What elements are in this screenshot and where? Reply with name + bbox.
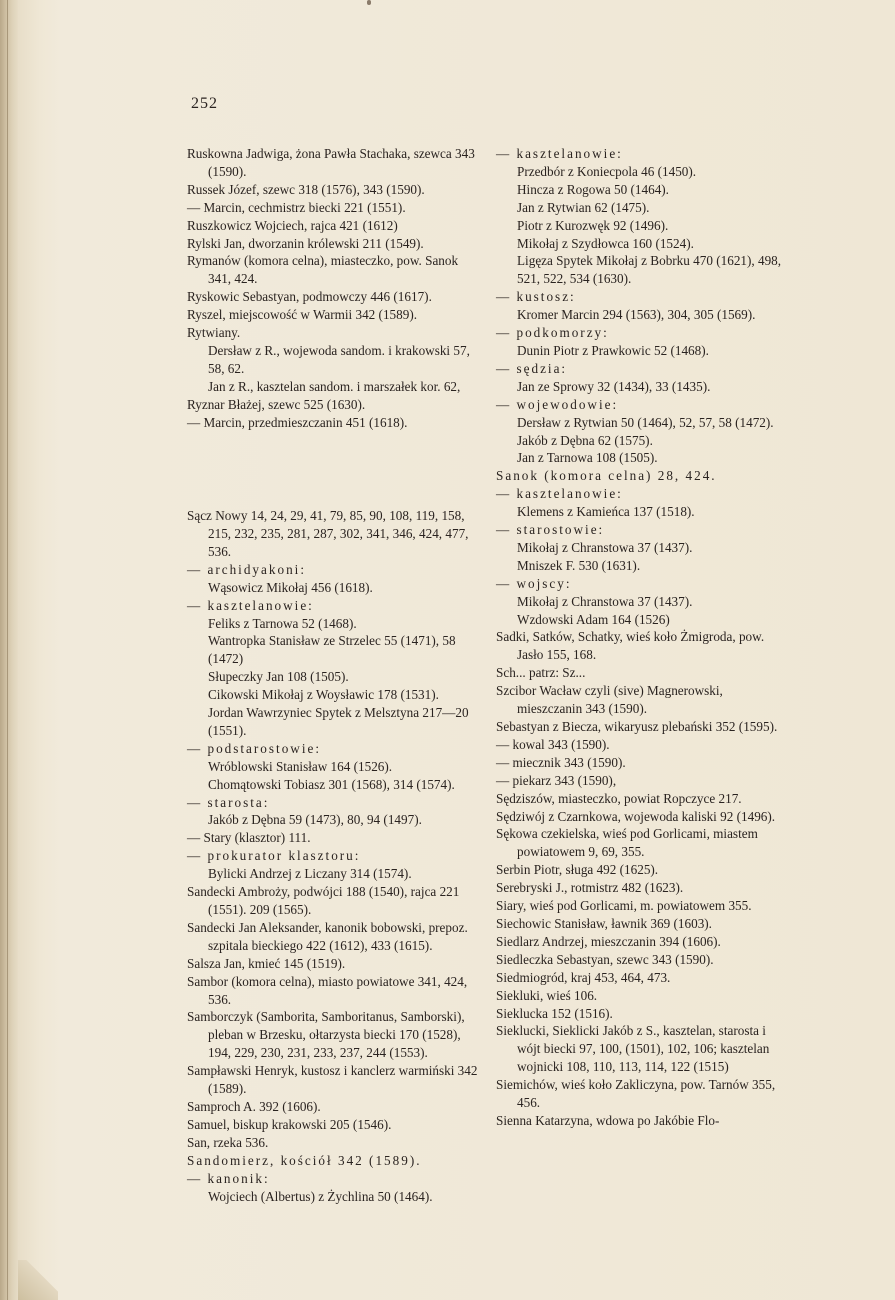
index-entry: Salsza Jan, kmieć 145 (1519).	[187, 955, 346, 971]
index-subentry: Jan z Rytwian 62 (1475).	[517, 199, 650, 215]
index-subentry: Przedbór z Koniecpola 46 (1450).	[517, 163, 697, 179]
binding-mark	[367, 0, 371, 5]
index-subentry: Jan ze Sprowy 32 (1434), 33 (1435).	[517, 378, 711, 394]
index-subentry: Dersław z R., wojewoda sandom. i krakowski 57, 58, 62.	[208, 342, 470, 376]
index-subentry: Dersław z Rytwian 50 (1464), 52, 57, 58 (1472).	[517, 414, 774, 430]
index-entry: Sękowa czekielska, wieś pod Gorlicami, miastem powiatowem 9, 69, 355.	[496, 826, 758, 860]
index-entry: Sampławski Henryk, kustosz i kanclerz warmiński 342 (1589).	[187, 1063, 478, 1097]
index-subentry: Mikołaj z Chranstowa 37 (1437).	[517, 539, 693, 555]
index-entry: Sandomierz, kościół 342 (1589).	[187, 1152, 422, 1168]
index-entry: Siedmiogród, kraj 453, 464, 473.	[496, 969, 671, 985]
index-entry: Sandecki Jan Aleksander, kanonik bobowski, prepoz. szpitala bieckiego 422 (1612), 433 (1615).	[187, 919, 468, 953]
index-subentry: Słupeczky Jan 108 (1505).	[208, 669, 349, 685]
index-entry: Samproch A. 392 (1606).	[187, 1098, 321, 1114]
index-entry: — kasztelanowie:	[496, 486, 623, 502]
index-entry: — sędzia:	[496, 360, 568, 376]
index-subentry: Klemens z Kamieńca 137 (1518).	[517, 504, 695, 520]
index-subentry: Wzdowski Adam 164 (1526)	[517, 611, 670, 627]
index-entry: Rymanów (komora celna), miasteczko, pow. Sanok 341, 424.	[187, 253, 459, 287]
index-entry: San, rzeka 536.	[187, 1134, 269, 1150]
index-subentry: Wojciech (Albertus) z Żychlina 50 (1464).	[208, 1188, 433, 1204]
index-entry: Siemichów, wieś koło Zakliczyna, pow. Tarnów 355, 456.	[496, 1077, 776, 1111]
index-entry: Ryskowic Sebastyan, podmowczy 446 (1617).	[187, 289, 432, 305]
index-entry: — piekarz 343 (1590),	[496, 772, 617, 788]
index-entry: Siedleczka Sebastyan, szewc 343 (1590).	[496, 951, 714, 967]
index-entry: — prokurator klasztoru:	[187, 848, 361, 864]
book-spine	[0, 0, 18, 1300]
index-entry: Ruskowna Jadwiga, żona Pawła Stachaka, szewca 343 (1590).	[187, 146, 475, 179]
page-number: 252	[191, 95, 218, 112]
index-entry: Sch... patrz: Sz...	[496, 665, 586, 681]
index-entry: — Stary (klasztor) 111.	[187, 830, 311, 846]
index-entry: Sącz Nowy 14, 24, 29, 41, 79, 85, 90, 108, 119, 158, 215, 232, 235, 281, 287, 302, 341, 346, 424, 477, 536.	[187, 508, 469, 559]
index-entry: Siekluki, wieś 106.	[496, 987, 598, 1003]
index-entry: Sambor (komora celna), miasto powiatowe 341, 424, 536.	[187, 973, 468, 1007]
index-subentry: Jordan Wawrzyniec Spytek z Melsztyna 217—20 (1551).	[208, 705, 469, 738]
index-entry: Serebryski J., rotmistrz 482 (1623).	[496, 880, 684, 896]
index-entry: — wojewodowie:	[496, 396, 619, 412]
index-entry: Samborczyk (Samborita, Samboritanus, Samborski), pleban w Brzesku, ołtarzysta biecki 170 (1528), 194, 229, 230, 231, 233, 237, 244 (1553).	[187, 1009, 465, 1061]
spacer	[187, 476, 479, 494]
index-entry: Ryszel, miejscowość w Warmii 342 (1589).	[187, 307, 418, 323]
index-entry: Sienna Katarzyna, wdowa po Jakóbie Flo-	[496, 1112, 720, 1128]
index-subentry: Piotr z Kurozwęk 92 (1496).	[517, 217, 669, 233]
index-subentry: Bylicki Andrzej z Liczany 314 (1574).	[208, 866, 412, 882]
index-subentry: Wróblowski Stanisław 164 (1526).	[208, 758, 393, 774]
index-entry: — starosta:	[187, 794, 270, 810]
index-entry: Sieklucka 152 (1516).	[496, 1005, 613, 1021]
right-column	[496, 145, 788, 1130]
index-entry: Ryznar Błażej, szewc 525 (1630).	[187, 396, 366, 412]
index-subentry: Cikowski Mikołaj z Woysławic 178 (1531).	[208, 687, 439, 703]
spacer	[187, 445, 479, 463]
index-entry: — wojscy:	[496, 575, 572, 591]
index-entry: — kustosz:	[496, 289, 576, 305]
index-entry: — archidyakoni:	[187, 561, 306, 577]
index-entry: Ruszkowicz Wojciech, rajca 421 (1612)	[187, 217, 398, 233]
index-entry: — Marcin, przedmieszczanin 451 (1618).	[187, 414, 408, 430]
index-subentry: Mniszek F. 530 (1631).	[517, 557, 641, 573]
index-subentry: Chomątowski Tobiasz 301 (1568), 314 (1574).	[208, 776, 455, 792]
index-subentry: Feliks z Tarnowa 52 (1468).	[208, 615, 357, 631]
index-entry: — Marcin, cechmistrz biecki 221 (1551).	[187, 199, 406, 215]
index-entry: Russek Józef, szewc 318 (1576), 343 (1590).	[187, 181, 425, 197]
index-entry: — podstarostowie:	[187, 740, 321, 756]
index-subentry: Jan z R., kasztelan sandom. i marszałek kor. 62,	[208, 378, 461, 394]
index-subentry: Mikołaj z Szydłowca 160 (1524).	[517, 235, 694, 251]
index-entry: Rytwiany.	[187, 325, 241, 341]
index-subentry: Kromer Marcin 294 (1563), 304, 305 (1569).	[517, 307, 756, 323]
index-entry: Siedlarz Andrzej, mieszczanin 394 (1606).	[496, 933, 721, 949]
index-entry: — kasztelanowie:	[496, 146, 623, 161]
index-entry: Siary, wieś pod Gorlicami, m. powiatowem 355.	[496, 898, 752, 914]
index-entry: Sędziszów, miasteczko, powiat Ropczyce 217.	[496, 790, 742, 806]
index-entry: Rylski Jan, dworzanin królewski 211 (1549).	[187, 235, 424, 251]
index-subentry: Jan z Tarnowa 108 (1505).	[517, 450, 658, 466]
index-entry: — kasztelanowie:	[187, 597, 314, 613]
index-subentry: Jakób z Dębna 59 (1473), 80, 94 (1497).	[208, 812, 422, 828]
index-entry: Siechowic Stanisław, ławnik 369 (1603).	[496, 915, 712, 931]
index-subentry: Ligęza Spytek Mikołaj z Bobrku 470 (1621), 498, 521, 522, 534 (1630).	[517, 253, 782, 287]
index-entry: Sebastyan z Biecza, wikaryusz plebański 352 (1595).	[496, 719, 778, 734]
index-entry: Sandecki Ambroży, podwójci 188 (1540), rajca 221 (1551). 209 (1565).	[187, 884, 460, 917]
index-entry: — starostowie:	[496, 522, 605, 538]
index-entry: Samuel, biskup krakowski 205 (1546).	[187, 1116, 392, 1132]
index-subentry: Jakób z Dębna 62 (1575).	[517, 432, 653, 448]
index-entry: Sędziwój z Czarnkowa, wojewoda kaliski 92 (1496).	[496, 808, 776, 824]
index-entry: Serbin Piotr, sługa 492 (1625).	[496, 862, 659, 878]
index-entry: Szcibor Wacław czyli (sive) Magnerowski, mieszczanin 343 (1590).	[496, 683, 723, 717]
left-column	[187, 145, 479, 1205]
index-subentry: Wąsowicz Mikołaj 456 (1618).	[208, 579, 373, 595]
index-entry: — podkomorzy:	[496, 325, 609, 341]
index-entry: — kanonik:	[187, 1170, 270, 1186]
index-subentry: Dunin Piotr z Prawkowic 52 (1468).	[517, 342, 709, 358]
index-subentry: Wantropka Stanisław ze Strzelec 55 (1471), 58 (1472)	[208, 633, 456, 667]
index-entry: Sanok (komora celna) 28, 424.	[496, 468, 717, 484]
page-corner-fold	[18, 1260, 58, 1300]
index-entry: Sadki, Satków, Schatky, wieś koło Żmigroda, pow. Jasło 155, 168.	[496, 629, 765, 663]
index-subentry: Mikołaj z Chranstowa 37 (1437).	[517, 593, 693, 609]
index-subentry: Hincza z Rogowa 50 (1464).	[517, 181, 669, 197]
index-entry: Sieklucki, Sieklicki Jakób z S., kasztelan, starosta i wójt biecki 97, 100, (1501), 102, 106; kasztelan wojnicki 108, 110, 113, 114, 122 (1515)	[496, 1023, 770, 1075]
index-entry: — kowal 343 (1590).	[496, 736, 610, 752]
index-entry: — miecznik 343 (1590).	[496, 754, 626, 770]
